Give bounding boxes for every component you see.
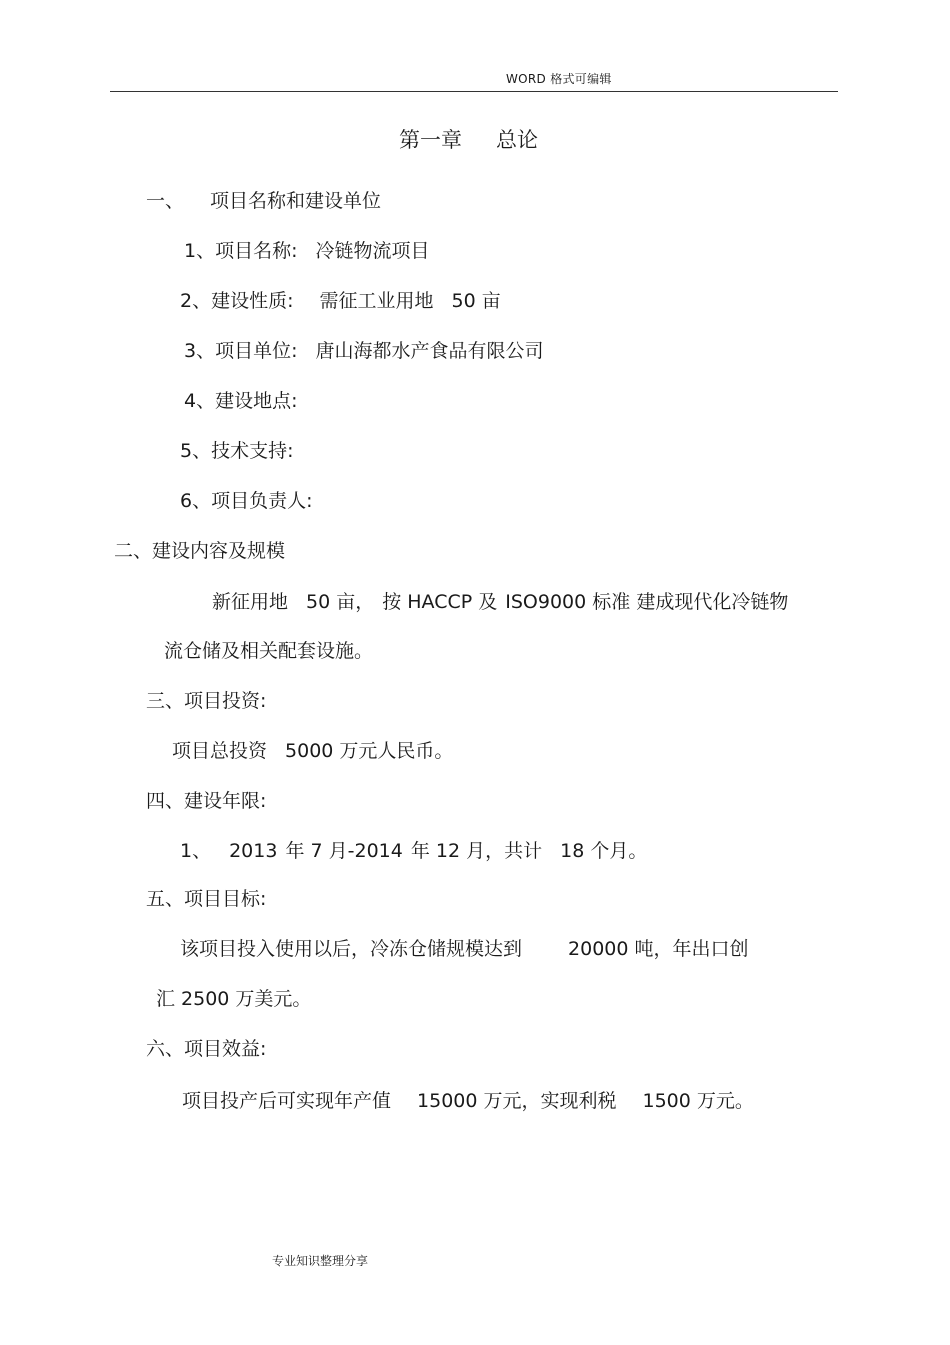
section3-paragraph: 项目总投资 5000 万元人民币。 (172, 740, 454, 762)
section2-paragraph-line1: 新征用地 50 亩， 按 HACCP 及 ISO9000 标准 建成现代化冷链物 (212, 591, 789, 613)
section5-paragraph-line2: 汇 2500 万美元。 (156, 988, 312, 1010)
section1-heading: 一、 项目名称和建设单位 (146, 190, 382, 212)
section6-heading: 六、项目效益: (146, 1038, 267, 1060)
tech-support-row (180, 438, 294, 464)
construction-site-row (184, 388, 298, 414)
project-unit-row (184, 338, 544, 364)
section6-paragraph: 项目投产后可实现年产值 15000 万元，实现利税 1500 万元。 (182, 1090, 754, 1112)
section4-paragraph: 1、 2013 年 7 月-2014 年 12 月，共计 18 个月。 (180, 840, 648, 862)
field-value: 唐山海都水产食品有限公司 (315, 340, 544, 362)
field-label: 3、项目单位: (184, 340, 298, 362)
section5-paragraph-line1: 该项目投入使用以后，冷冻仓储规模达到 20000 吨，年出口创 (180, 938, 749, 960)
field-value: 需征工业用地 (319, 290, 434, 312)
section4-heading: 四、建设年限: (146, 790, 267, 812)
section2-heading: 二、建设内容及规模 (114, 540, 286, 562)
field-label: 2、建设性质: (180, 290, 294, 312)
field-label: 1、项目名称: (184, 240, 298, 262)
field-value: 冷链物流项目 (315, 240, 430, 262)
section3-heading: 三、项目投资: (146, 690, 267, 712)
field-label: 4、建设地点: (184, 390, 298, 412)
construction-type-row (180, 288, 501, 314)
field-label: 5、技术支持: (180, 440, 294, 462)
chapter-title (399, 124, 538, 154)
project-name-row (184, 238, 430, 264)
chapter-number: 第一章 (399, 128, 462, 152)
field-label: 6、项目负责人: (180, 490, 313, 512)
header-rule (110, 91, 838, 92)
section5-heading: 五、项目目标: (146, 888, 267, 910)
field-value-area: 50 亩 (451, 290, 501, 312)
page-footer: 专业知识整理分享 (272, 1254, 369, 1268)
project-manager-row (180, 488, 313, 514)
chapter-name: 总论 (496, 128, 538, 152)
page-header: WORD 格式可编辑 (506, 72, 612, 86)
section2-paragraph-line2: 流仓储及相关配套设施。 (164, 640, 374, 662)
